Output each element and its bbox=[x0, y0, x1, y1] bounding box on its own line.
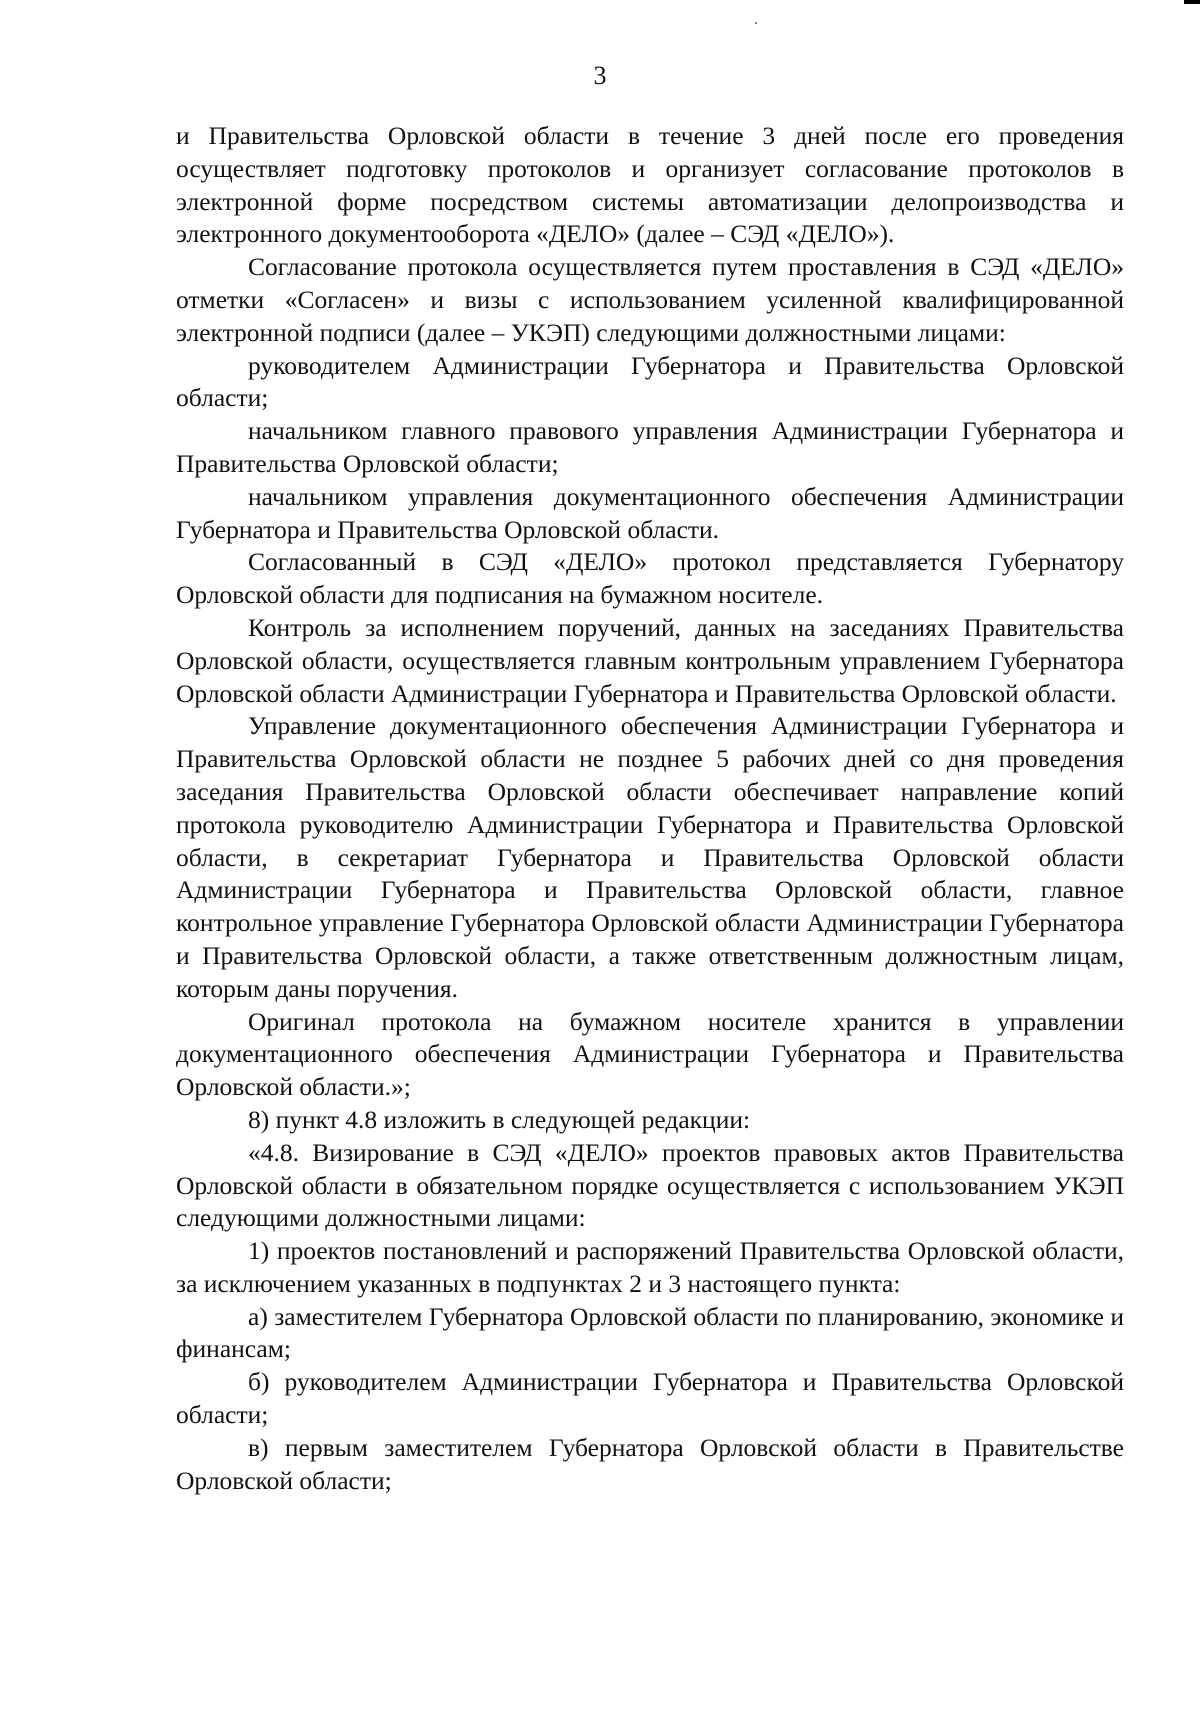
paragraph: Согласованный в СЭД «ДЕЛО» протокол представляется Губернатору Орловской области для подписания на бумажном носителе. bbox=[176, 547, 1124, 610]
list-item: руководителем Администрации Губернатора и Правительства Орловской области; bbox=[176, 350, 1124, 413]
subclause: 1) проектов постановлений и распоряжений Правительства Орловской области, за исключением указанных в подпунктах 2 и 3 настоящего пункта: bbox=[176, 1236, 1124, 1298]
paragraph: «4.8. Визирование в СЭД «ДЕЛО» проектов правовых актов Правительства Орловской области в обязательном порядке осуществляется с использованием УКЭП следующими должностными лицами: bbox=[176, 1137, 1124, 1233]
paragraph: Управление документационного обеспечения Администрации Губернатора и Правительства Орловской области не позднее 5 рабочих дней со дня проведения заседания Правительства Орловской области обеспечивает направление копий протокола руководителю Администрации Губернатора и Правительства Орловской области, в секретариат Губернатора и Правительства Орловской области Администрации Губернатора и Правительства Орловской области, главное контрольное управление Губернатора Орловской области Администрации Губернатора и Правительства Орловской области, а также ответственным должностным лицам, которым даны поручения. bbox=[176, 711, 1124, 1003]
list-item: а) заместителем Губернатора Орловской области по планированию, экономике и финансам; bbox=[176, 1301, 1124, 1364]
list-item: б) руководителем Администрации Губернатора и Правительства Орловской области; bbox=[176, 1367, 1124, 1430]
page-number: 3 bbox=[593, 61, 607, 90]
list-item: в) первым заместителем Губернатора Орловской области в Правительстве Орловской области; bbox=[176, 1432, 1124, 1495]
list-item: начальником главного правового управления Администрации Губернатора и Правительства Орловской области; bbox=[176, 416, 1124, 478]
document-body bbox=[176, 120, 1124, 1497]
amendment-item: 8) пункт 4.8 изложить в следующей редакции: bbox=[248, 1104, 751, 1134]
scan-speck bbox=[755, 22, 757, 24]
paragraph: Согласование протокола осуществляется путем проставления в СЭД «ДЕЛО» отметки «Согласен» и визы с использованием усиленной квалифицированной электронной подписи (далее – УКЭП) следующими должностными лицами: bbox=[176, 252, 1124, 347]
scan-edge-mark bbox=[1184, 0, 1200, 4]
list-item: начальником управления документационного обеспечения Администрации Губернатора и Правительства Орловской области. bbox=[176, 481, 1124, 544]
paragraph: Оригинал протокола на бумажном носителе хранится в управлении документационного обеспечения Администрации Губернатора и Правительства Орловской области.»; bbox=[176, 1006, 1124, 1102]
paragraph: и Правительства Орловской области в течение 3 дней после его проведения осуществляет подготовку протоколов и организует согласование протоколов в электронной форме посредством системы автоматизации делопроизводства и электронного документооборота «ДЕЛО» (далее – СЭД «ДЕЛО»). bbox=[176, 121, 1124, 249]
paragraph: Контроль за исполнением поручений, данных на заседаниях Правительства Орловской области, осуществляется главным контрольным управлением Губернатора Орловской области Администрации Губернатора и Правительства Орловской области. bbox=[176, 612, 1124, 708]
